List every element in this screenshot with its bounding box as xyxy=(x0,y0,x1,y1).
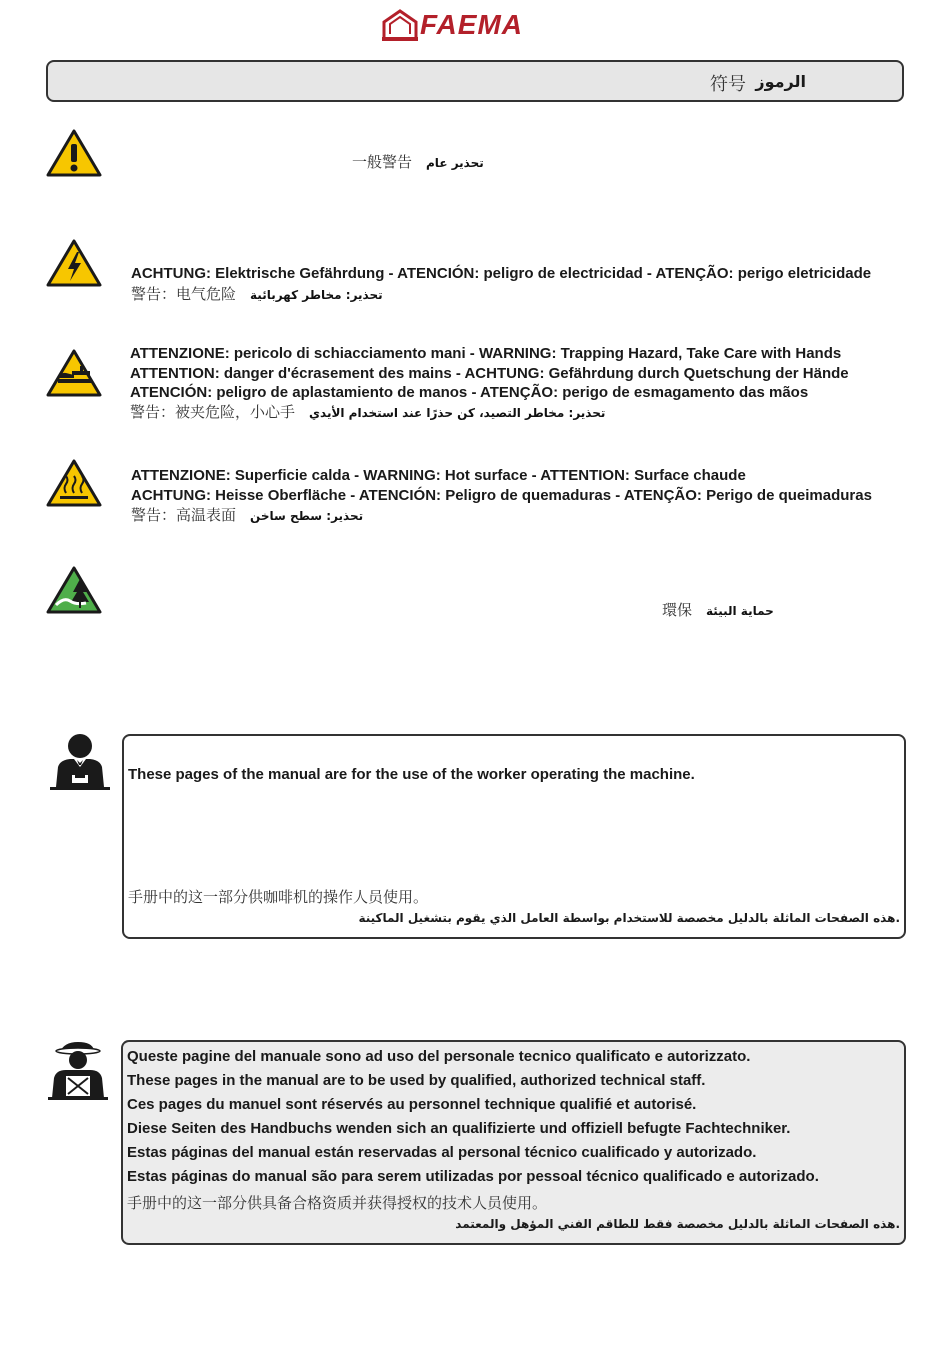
caption-cn: 警告：被夹危险，小心手 xyxy=(130,403,296,421)
faema-logo xyxy=(382,8,572,42)
operator-notice-text: These pages of the manual are for the use of the worker operating the machine. xyxy=(128,766,695,783)
technician-notice-de: Diese Seiten des Handbuchs wenden sich an qualifizierte und offiziell befugte Fachtechniker. xyxy=(127,1120,791,1137)
section-title-cn: 符号 xyxy=(710,74,746,95)
general-warning-icon xyxy=(46,128,102,178)
caption-cn: 警告：电气危险 xyxy=(131,285,237,303)
technician-notice-pt: Estas páginas do manual são para serem utilizadas por pessoal técnico qualificado e autorizado. xyxy=(127,1168,819,1185)
technician-notice-en: These pages in the manual are to be used by qualified, authorized technical staff. xyxy=(127,1072,706,1089)
hand-crush-hazard-icon xyxy=(46,348,102,398)
technician-icon xyxy=(46,1040,110,1102)
section-header xyxy=(46,60,904,102)
technician-notice-box xyxy=(121,1040,906,1245)
hot-surface-icon xyxy=(46,458,102,508)
technician-notice-ar: هذه الصفحات الماثلة بالدليل مخصصة فقط للطاقم الفني المؤهل والمعتمد. xyxy=(455,1217,900,1231)
operator-notice-box xyxy=(122,734,906,939)
symbol-hand-text-2: ATTENTION: danger d'écrasement des mains - ACHTUNG: Gefährdung durch Quetschung der Hände xyxy=(130,365,849,382)
technician-notice-fr: Ces pages du manuel sont réservés au personnel technique qualifié et autorisé. xyxy=(127,1096,697,1113)
symbol-hand-text-3: ATENCIÓN: peligro de aplastamiento de manos - ATENÇÃO: perigo de esmagamento das mãos xyxy=(130,384,809,401)
caption-ar: تحذير: مخاطر التصيد، كن حذرًا عند استخدام الأيدي xyxy=(309,406,606,420)
electric-hazard-icon xyxy=(46,238,102,288)
symbol-hot-caption xyxy=(131,505,363,526)
operator-notice-ar: هذه الصفحات الماثلة بالدليل مخصصة للاستخدام بواسطة العامل الذي يقوم بتشغيل الماكينة. xyxy=(358,911,900,925)
symbol-hand-text-1: ATTENZIONE: pericolo di schiacciamento mani - WARNING: Trapping Hazard, Take Care with Hands xyxy=(130,345,842,362)
technician-notice-cn: 手册中的这一部分供具备合格资质并获得授权的技术人员使用。 xyxy=(127,1194,548,1212)
operator-icon xyxy=(48,733,112,791)
technician-notice-it: Queste pagine del manuale sono ad uso del personale tecnico qualificato e autorizzato. xyxy=(127,1048,751,1065)
brand-name: FAEMA xyxy=(420,9,523,40)
symbol-electric-text: ACHTUNG: Elektrische Gefährdung - ATENCIÓN: peligro de electricidad - ATENÇÃO: perigo eletricidade xyxy=(131,265,872,282)
symbol-environment-caption xyxy=(662,600,774,621)
caption-cn: 一般警告 xyxy=(352,153,413,171)
caption-cn: 警告：高温表面 xyxy=(131,506,237,524)
caption-ar: تحذير: مخاطر كهربائية xyxy=(250,288,383,302)
technician-notice-es: Estas páginas del manual están reservadas al personal técnico cualificado y autorizado. xyxy=(127,1144,757,1161)
faema-house-icon xyxy=(382,8,418,42)
caption-ar: تحذير: سطح ساخن xyxy=(250,509,364,523)
environment-protection-icon xyxy=(46,565,102,615)
symbol-electric-caption xyxy=(131,284,383,305)
symbol-hot-text-2: ACHTUNG: Heisse Oberfläche - ATENCIÓN: Peligro de quemaduras - ATENÇÃO: Perigo de queimaduras xyxy=(131,487,872,504)
operator-notice-cn: 手册中的这一部分供咖啡机的操作人员使用。 xyxy=(128,888,429,906)
symbol-hot-text-1: ATTENZIONE: Superficie calda - WARNING: Hot surface - ATTENTION: Surface chaude xyxy=(131,467,746,484)
symbol-hand-caption xyxy=(130,402,605,423)
caption-ar: حماية البيئة xyxy=(706,604,774,618)
section-title-ar: الرموز xyxy=(755,72,806,91)
caption-cn: 環保 xyxy=(662,601,693,619)
caption-ar: تحذير عام xyxy=(426,156,484,170)
symbol-general-warning-caption xyxy=(352,152,484,173)
